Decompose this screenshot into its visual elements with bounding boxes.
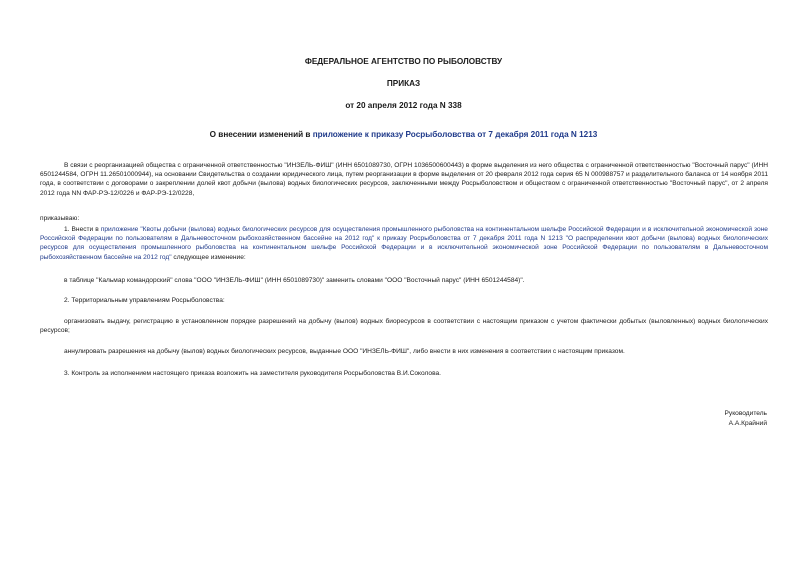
item-1-start: 1. Внести в [64, 226, 101, 233]
item-1-link[interactable]: приложение "Квоты добычи (вылова) водных биологических ресурсов для осуществления промышленного рыболовства на континентальном шельфе Российской Федерации и в исключительной экономической зоне Российской Федерации по пользователям в Дальневосточном рыбохозяйственном бассейне на 2012 год" к приказу Росрыболовства от 7 декабря 2011 года N 1213 "О распределении квот добычи (вылова) водных биологических ресурсов для осуществления промышленного рыболовства на континентальном шельфе Российской Федерации и в исключительной экономической зоне Российской Федерации по пользователям в Дальневосточном рыбохозяйственном бассейне на 2012 год" [40, 226, 768, 261]
item-1-change: в таблице "Кальмар командорский" слова "ООО "ИНЗЕЛЬ-ФИШ" (ИНН 6501089730)" заменить словами "ООО "Восточный парус" (ИНН 6501244584)". [64, 277, 525, 284]
order-word: приказываю: [40, 215, 80, 222]
title-link[interactable]: приложение к приказу Росрыболовства от 7 декабря 2011 года N 1213 [312, 130, 598, 139]
preamble-paragraph: В связи с реорганизацией общества с ограниченной ответственностью "ИНЗЕЛЬ-ФИШ" (ИНН 6501089730, ОГРН 1036500600443) в форме выделения из него общества с ограниченной ответственностью "Восточный парус" (ИНН 6501244584, ОГРН 11.26501000944), на основании Свидетельства о создании юридического лица, путем реорганизации в форме выделения от 20 февраля 2012 года серия 65 N 000988757 и разделительного баланса от 14 ноября 2011 года, в соответствии с договорами о закреплении долей квот добычи (вылова) водных биологических ресурсов, заключенными между Росрыболовством и обществом с ограниченной ответственностью "Восточный парус", от 2 апреля 2012 года NN ФАР-РЭ-12/0226 и ФАР-РЭ-12/0228, [40, 162, 768, 197]
item-2-b-paragraph: аннулировать разрешения на добычу (вылов) водных биологических ресурсов, выданные ООО "ИНЗЕЛЬ-ФИШ", либо внести в них изменения в соответствии с настоящим приказом. [64, 348, 625, 355]
signature-position: Руководитель [724, 410, 767, 417]
agency-heading: ФЕДЕРАЛЬНОЕ АГЕНТСТВО ПО РЫБОЛОВСТВУ [304, 57, 503, 66]
signature-block [725, 409, 767, 428]
item-2-a-paragraph: организовать выдачу, регистрацию в установленном порядке разрешений на добычу (вылов) водных биоресурсов в соответствии с настоящим приказом с учетом фактически добытых (выловленных) водных биологических ресурсов; [40, 318, 768, 335]
item-3-paragraph: 3. Контроль за исполнением настоящего приказа возложить на заместителя руководителя Росрыболовства В.И.Соколова. [64, 370, 441, 377]
item-2-paragraph: 2. Территориальным управлениям Росрыболовства: [64, 297, 225, 304]
document-title [0, 130, 807, 140]
date-number-heading: от 20 апреля 2012 года N 338 [345, 101, 462, 110]
item-1-paragraph [40, 225, 768, 262]
signature-name: А.А.Крайний [728, 419, 767, 427]
item-1-end: следующее изменение: [171, 253, 246, 261]
doc-type-heading: ПРИКАЗ [386, 79, 421, 88]
title-prefix: О внесении изменений в [209, 130, 313, 139]
